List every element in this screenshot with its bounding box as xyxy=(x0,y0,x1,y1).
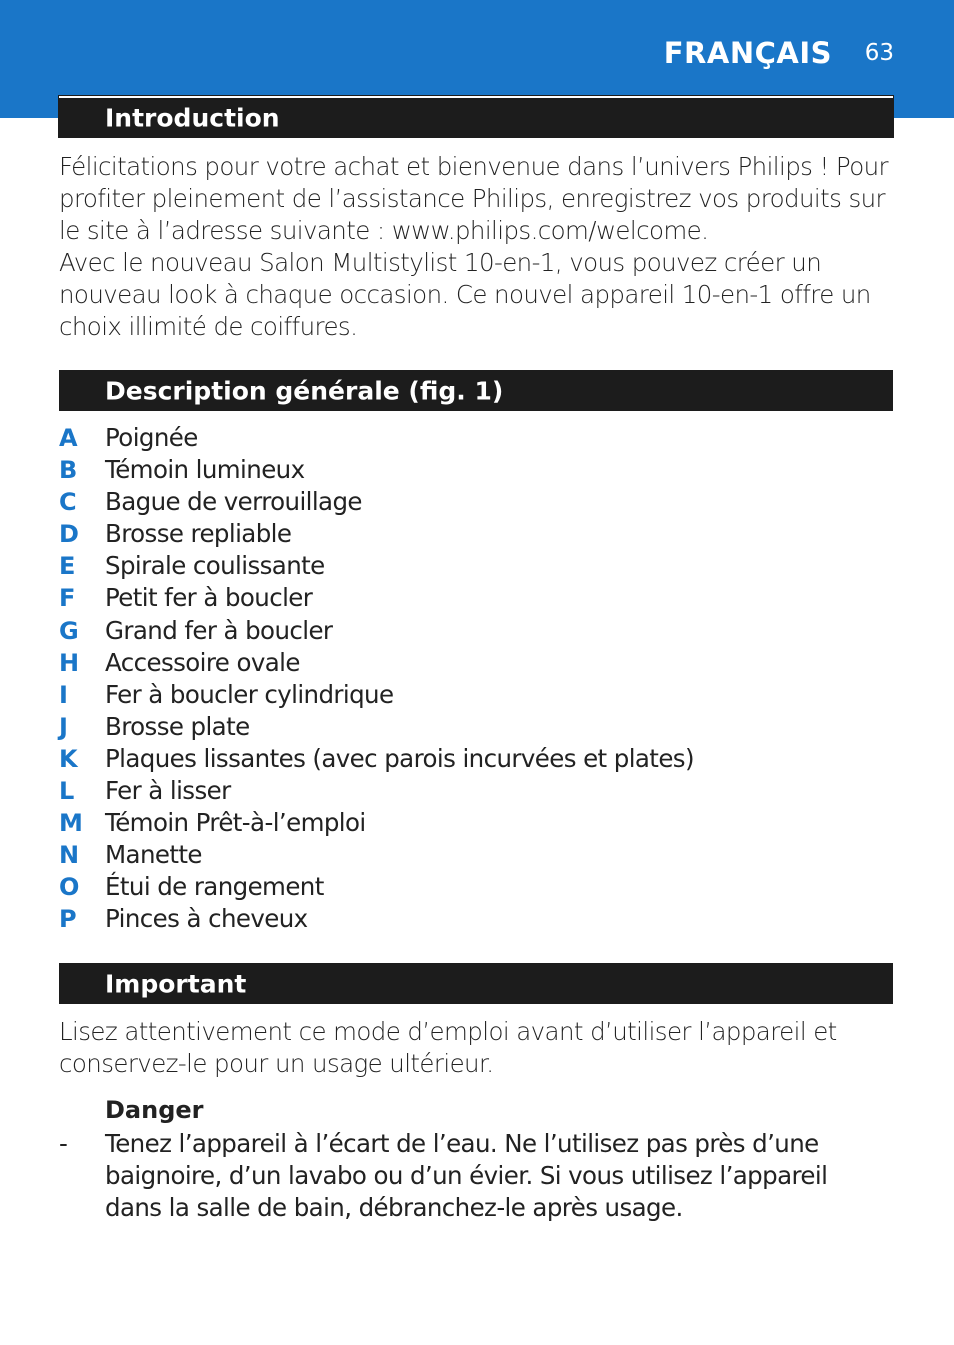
part-name: Brosse repliable xyxy=(105,519,292,549)
danger-item xyxy=(59,1128,889,1224)
paragraph: Félicitations pour votre achat et bienvenue dans l’univers Philips ! Pour profiter pleinement de l’assistance Philips, enregistrez vos produits sur le site à l’adresse suivante : www.philips.com/welcome. xyxy=(59,152,889,245)
paragraph: Avec le nouveau Salon Multistylist 10-en-1, vous pouvez créer un nouveau look à chaque occasion. Ce nouvel appareil 10-en-1 offre un choix illimité de coiffures. xyxy=(59,248,871,341)
list-item xyxy=(59,550,694,582)
part-letter: E xyxy=(59,552,76,581)
part-name: Étui de rangement xyxy=(105,872,324,902)
part-letter: C xyxy=(59,488,77,517)
part-name: Spirale coulissante xyxy=(105,551,325,581)
section-title: Description générale (fig. 1) xyxy=(105,376,504,405)
section-title: Introduction xyxy=(105,103,280,132)
section-header-important xyxy=(59,963,893,1004)
part-letter: I xyxy=(59,680,68,709)
list-item xyxy=(59,454,694,486)
section-header-introduction xyxy=(59,96,893,137)
list-item xyxy=(59,679,694,711)
list-item xyxy=(59,839,694,871)
part-letter: O xyxy=(59,873,80,902)
list-item xyxy=(59,871,694,903)
list-item xyxy=(59,647,694,679)
list-item xyxy=(59,582,694,614)
paragraph: Lisez attentivement ce mode d’emploi avant d’utiliser l’appareil et conservez-le pour un usage ultérieur. xyxy=(59,1017,837,1078)
part-letter: D xyxy=(59,520,79,549)
part-letter: P xyxy=(59,905,77,934)
danger-item-text: Tenez l’appareil à l’écart de l’eau. Ne l’utilisez pas près d’une baignoire, d’un lavabo ou d’un évier. Si vous utilisez l’appareil dans la salle de bain, débranchez-le après usage. xyxy=(105,1129,828,1222)
part-name: Brosse plate xyxy=(105,711,250,741)
part-name: Bague de verrouillage xyxy=(105,487,362,517)
list-item xyxy=(59,518,694,550)
list-item xyxy=(59,711,694,743)
list-item xyxy=(59,615,694,647)
part-name: Témoin Prêt-à-l’emploi xyxy=(105,808,366,838)
part-name: Pinces à cheveux xyxy=(105,904,308,934)
part-letter: J xyxy=(59,712,68,741)
important-body xyxy=(59,1016,899,1080)
part-letter: B xyxy=(59,456,78,485)
list-item xyxy=(59,807,694,839)
parts-list xyxy=(59,422,694,936)
part-name: Fer à lisser xyxy=(105,776,231,806)
dash-marker: - xyxy=(59,1129,68,1158)
list-item xyxy=(59,903,694,935)
list-item xyxy=(59,743,694,775)
section-title: Important xyxy=(105,969,247,998)
part-name: Grand fer à boucler xyxy=(105,615,333,645)
part-letter: N xyxy=(59,841,80,870)
part-letter: L xyxy=(59,777,75,806)
list-item xyxy=(59,486,694,518)
part-name: Petit fer à boucler xyxy=(105,583,313,613)
part-name: Poignée xyxy=(105,423,198,452)
part-letter: F xyxy=(59,584,76,613)
part-letter: H xyxy=(59,648,80,677)
part-name: Accessoire ovale xyxy=(105,647,300,677)
part-name: Plaques lissantes (avec parois incurvées et plates) xyxy=(105,743,694,773)
danger-heading: Danger xyxy=(105,1096,204,1124)
part-letter: M xyxy=(59,809,83,838)
part-name: Témoin lumineux xyxy=(105,455,305,485)
part-letter: K xyxy=(59,744,78,773)
part-letter: G xyxy=(59,616,79,645)
list-item xyxy=(59,422,694,454)
part-letter: A xyxy=(59,424,78,452)
list-item xyxy=(59,775,694,807)
introduction-body xyxy=(59,151,899,343)
section-header-description xyxy=(59,370,893,411)
part-name: Manette xyxy=(105,840,202,870)
language-label: FRANÇAIS xyxy=(663,36,832,70)
page-number: 63 xyxy=(864,40,894,66)
part-name: Fer à boucler cylindrique xyxy=(105,679,394,709)
